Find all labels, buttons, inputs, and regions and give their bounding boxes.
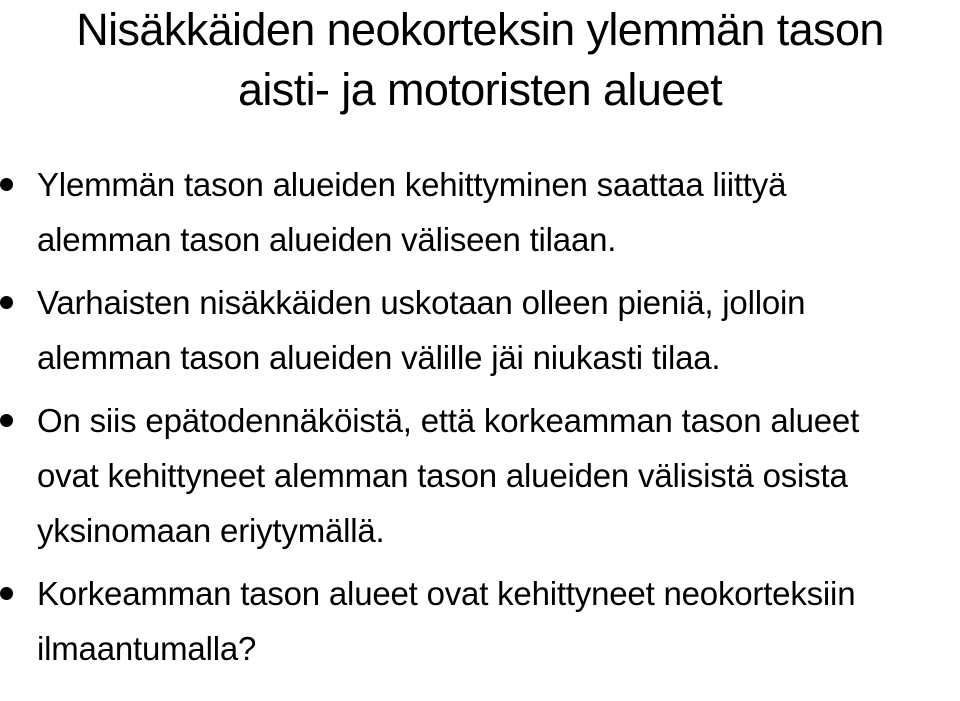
bullet-item: [0, 566, 960, 676]
bullet-list: [0, 157, 960, 676]
slide-title: [0, 0, 960, 120]
title-line: aisti- ja motoristen alueet: [237, 64, 723, 115]
bullet-line: Korkeamman tason alueet ovat kehittyneet neokorteksiin: [37, 575, 856, 612]
title-line: Nisäkkäiden neokorteksin ylemmän tason: [76, 4, 884, 55]
bullet-item: [0, 393, 960, 558]
bullet-line: alemman tason alueiden väliseen tilaan.: [37, 221, 617, 258]
bullet-line: ilmaantumalla?: [37, 630, 257, 667]
bullet-line: yksinomaan eriytymällä.: [37, 512, 385, 549]
bullet-line: Ylemmän tason alueiden kehittyminen saattaa liittyä: [37, 166, 787, 203]
bullet-dot-icon: [0, 296, 13, 309]
bullet-item: [0, 275, 960, 385]
bullet-item: [0, 157, 960, 267]
bullet-line: On siis epätodennäköistä, että korkeamman tason alueet: [37, 402, 860, 439]
bullet-dot-icon: [0, 178, 13, 191]
bullet-line: Varhaisten nisäkkäiden uskotaan olleen pieniä, jolloin: [37, 284, 806, 321]
bullet-line: ovat kehittyneet alemman tason alueiden välisistä osista: [37, 457, 848, 494]
bullet-line: alemman tason alueiden välille jäi niukasti tilaa.: [37, 339, 721, 376]
bullet-dot-icon: [0, 587, 13, 600]
bullet-dot-icon: [0, 414, 13, 427]
